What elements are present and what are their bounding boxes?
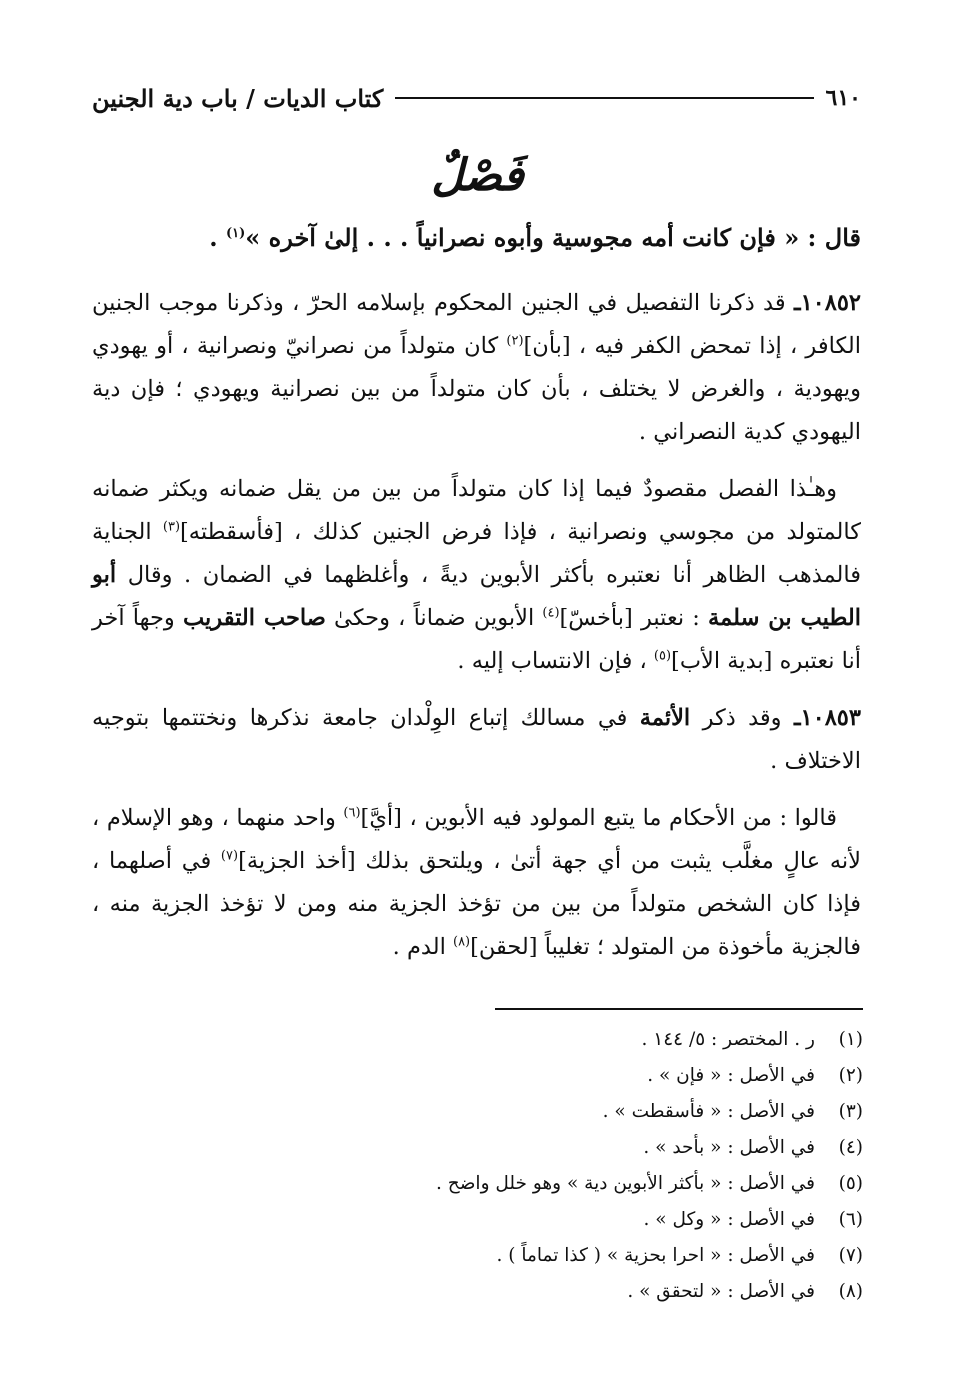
- footnote-text: في الأصل : « احرا بحزية » ( كذا تماماً ) .: [496, 1245, 815, 1266]
- text-run: وجهاً آخر أنا نعتبره [بدية الأب]: [92, 605, 861, 674]
- text-run: وقد ذكر: [690, 705, 794, 731]
- quote-end: .: [209, 223, 226, 252]
- text-run: واحد منهما ، وهو الإسلام ، لأنه عالٍ مغلَّب يثبت من أي جهة أتىٰ ، ويلتحق بذلك [أخذ الجزية]: [92, 805, 861, 874]
- footnote-item: [300, 1130, 863, 1166]
- footnote-ref: (٨): [452, 934, 471, 950]
- text-run: وهـٰذا الفصل مقصودٌ فيما إذا كان متولداً من بين من يقل ضمانه ويكثر ضمانه كالمتولد من مجوسي ونصرانية ، فإذا فرض الجنين كذلك ، [فأسقطته]: [92, 476, 861, 545]
- footnote-ref: (٥): [653, 648, 672, 664]
- footnote-text: ر . المختصر : ٥/ ١٤٤ .: [641, 1029, 815, 1050]
- footnotes-list: [300, 1022, 863, 1310]
- footnote-number: (٥): [838, 1173, 863, 1194]
- page-header: [92, 78, 861, 118]
- text-run: ، فإن الانتساب إليه .: [457, 648, 654, 674]
- footnote-item: [300, 1166, 863, 1202]
- footnote-number: (٧): [838, 1245, 863, 1266]
- text-run: في أصلهما ، فإذا كان الشخص متولداً من بين من تؤخذ الجزية منه ومن لا تؤخذ الجزية منه ، فالجزية مأخوذة من المتولد ؛ تغليباً [لحقن]: [92, 848, 861, 960]
- text-run: في مسالك إتباع الوِلْدان جامعة نذكرها ونختتمها بتوجيه الاختلاف .: [92, 705, 861, 774]
- paragraph-number: ١٠٨٥٣ـ: [793, 705, 861, 731]
- paragraph-4: [92, 797, 861, 969]
- footnote-number: (٢): [838, 1065, 863, 1086]
- footnote-number: (٤): [838, 1137, 863, 1158]
- running-title: كتاب الديات / باب دية الجنين: [92, 83, 384, 113]
- text-run: كان متولداً من نصرانيّ ونصرانية ، أو يهودي ويهودية ، والغرض لا يختلف ، بأن كان متولداً من بين نصرانية ويهودي ؛ فإن دية اليهودي كدية النصراني .: [92, 333, 861, 445]
- page-number: ٦١٠: [825, 85, 861, 111]
- footnote-item: [300, 1058, 863, 1094]
- footnote-separator: [495, 1008, 863, 1010]
- header-rule: [395, 97, 813, 99]
- footnote-text: في الأصل : « فإن » .: [647, 1065, 815, 1086]
- footnote-ref: (٢): [506, 333, 524, 349]
- paragraph-2: [92, 468, 861, 683]
- quoted-text: [92, 218, 861, 258]
- paragraph-10853: [92, 697, 861, 783]
- footnote-text: في الأصل : « وكل » .: [643, 1209, 815, 1230]
- footnote-number: (٦): [838, 1209, 863, 1230]
- body-text: [92, 282, 861, 983]
- footnote-item: [300, 1238, 863, 1274]
- footnote-ref: (١): [225, 226, 246, 241]
- text-run: قالوا : من الأحكام ما يتبع المولود فيه الأبوين ، [أيَّ]: [360, 805, 837, 831]
- footnote-text: في الأصل : « بأحد » .: [643, 1137, 815, 1158]
- footnote-item: [300, 1202, 863, 1238]
- footnote-ref: (٦): [343, 805, 361, 821]
- footnote-ref: (٧): [220, 848, 239, 864]
- footnote-ref: (٤): [542, 605, 560, 621]
- quote-text: قال : « فإن كانت أمه مجوسية وأبوه نصرانياً . . . إلىٰ آخره »: [245, 223, 861, 252]
- footnote-number: (١): [838, 1029, 863, 1050]
- text-run: : نعتبر [بأخسّ]: [559, 605, 709, 631]
- text-run: الجناية فالمذهب الظاهر أنا نعتبره بأكثر الأبوين ديةً ، وأغلظهما في الضمان . وقال: [92, 519, 861, 588]
- footnote-number: (٨): [838, 1281, 863, 1302]
- text-run: قد ذكرنا التفصيل في الجنين المحكوم بإسلامه الحرّ ، وذكرنا موجب الجنين الكافر ، إذا تمحض الكفر فيه ، [بأن]: [92, 290, 861, 359]
- text-run: الأبوين ضماناً ، وحكىٰ: [325, 605, 543, 631]
- paragraph-number: ١٠٨٥٢ـ: [793, 290, 861, 316]
- footnote-ref: (٣): [162, 519, 181, 535]
- footnote-item: [300, 1274, 863, 1310]
- footnote-text: في الأصل : « لتحقق » .: [627, 1281, 815, 1302]
- footnote-number: (٣): [838, 1101, 863, 1122]
- scholar-name: صاحب التقريب: [182, 605, 326, 631]
- footnote-item: [300, 1022, 863, 1058]
- scholar-name: الأئمة: [639, 705, 691, 731]
- footnote-text: في الأصل : « بأكثر الأبوين دية » وهو خلل واضح .: [436, 1173, 815, 1194]
- paragraph-10852: [92, 282, 861, 454]
- footnote-item: [300, 1094, 863, 1130]
- scholar-name: أبو الطيب بن سلمة: [92, 562, 861, 631]
- footnote-text: في الأصل : « فأسقطت » .: [602, 1101, 815, 1122]
- section-heading: فَصْلٌ: [431, 150, 524, 201]
- text-run: الدم .: [392, 934, 453, 960]
